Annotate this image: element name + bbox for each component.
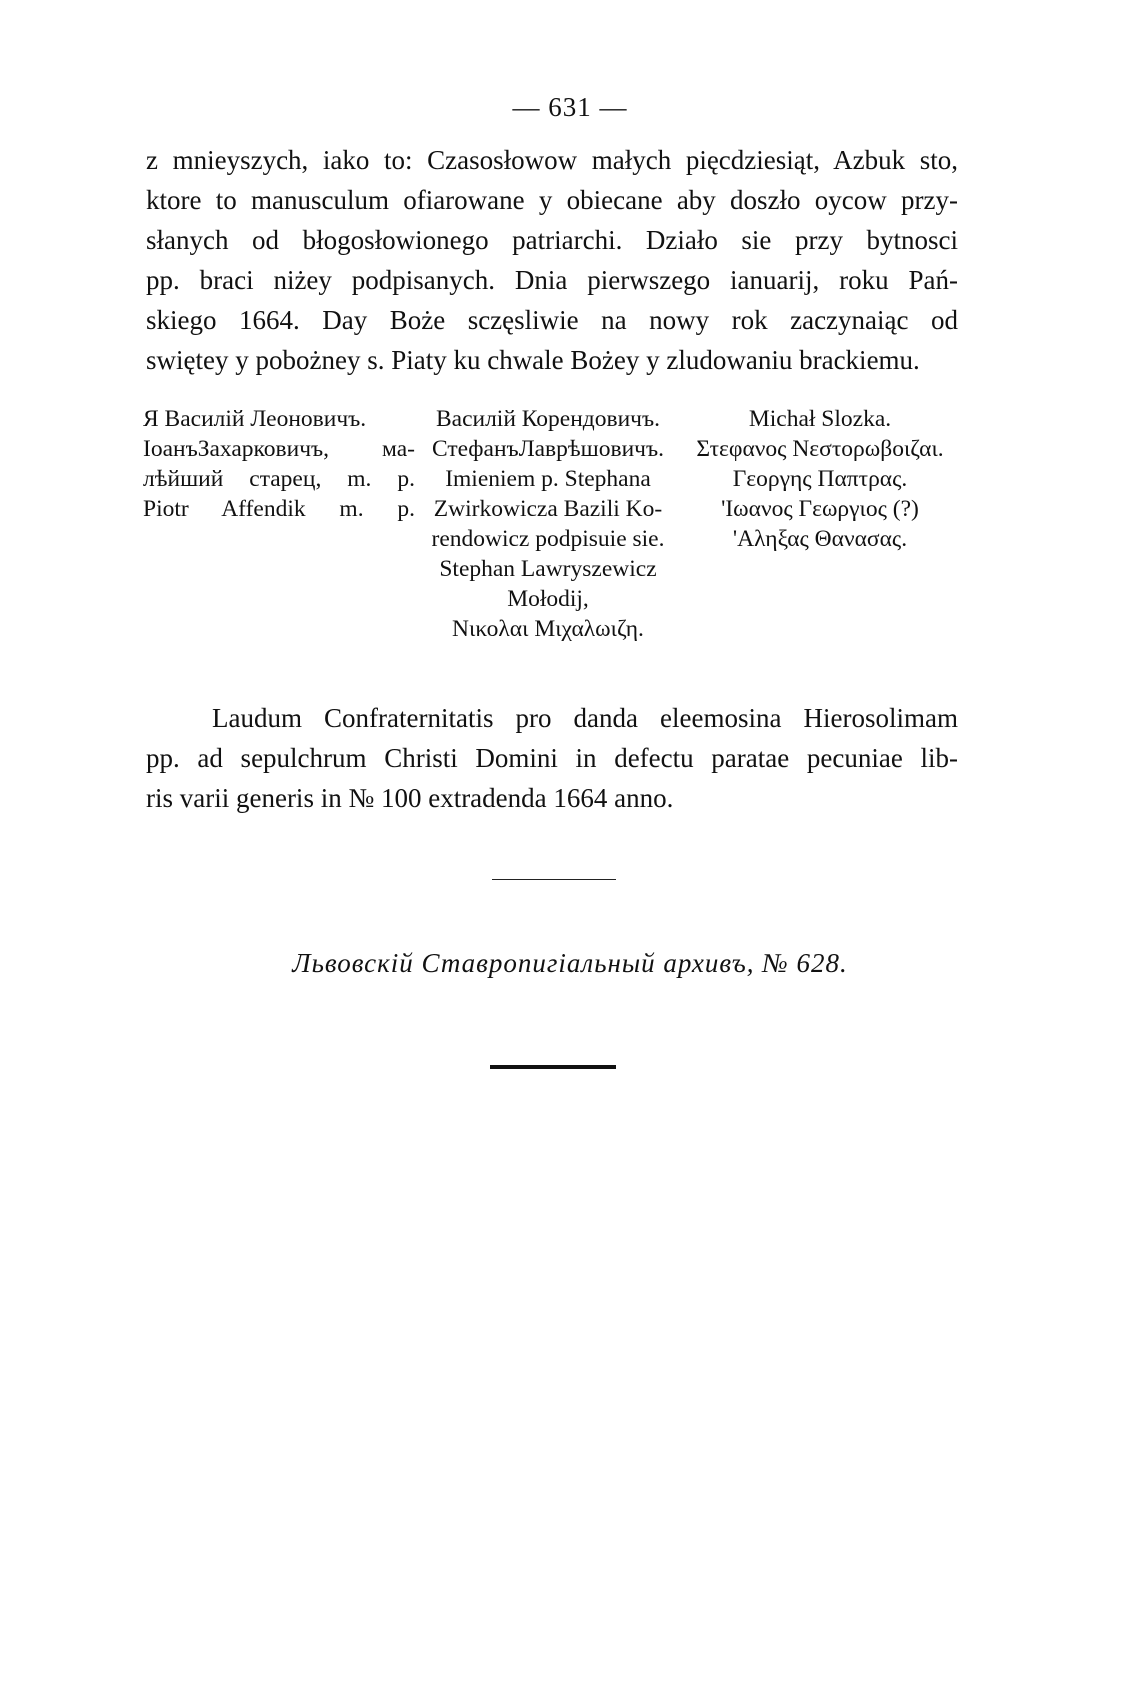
signature-line: Γεοργης Παπτρας. — [732, 466, 908, 492]
signature-line: Stephan Lawryszewicz — [439, 556, 657, 582]
signature-line: Zwirkowicza Bazili Ko- — [433, 496, 663, 522]
end-rule — [490, 1065, 616, 1069]
signature-line: Στεφανος Νεστορωβοιζαι. — [696, 436, 944, 462]
source-citation: Львовскій Ставропигіальный архивъ, № 628. — [292, 948, 848, 978]
page-number: — 631 — — [512, 92, 628, 122]
signature-line: лѣйший старец, m. p. — [143, 466, 415, 492]
signatures-left-column — [143, 404, 415, 524]
body-paragraph — [146, 140, 958, 380]
signature-line: Michał Slozka. — [748, 406, 892, 432]
signature-line: СтефанъЛаврѣшовичъ. — [431, 436, 665, 462]
signature-line: Василій Корендовичъ. — [435, 406, 661, 432]
body-line: z mnieyszych, iako to: Czasosłowow małych pięcdziesiąt, Azbuk sto, — [146, 145, 958, 175]
signature-line: Я Василій Леоновичъ. — [143, 406, 367, 432]
signature-line: Piotr Affendik m. p. — [143, 496, 415, 522]
body-line: słanych od błogosłowionego patriarchi. Działo sie przy bytnosci — [146, 225, 958, 255]
signatures-middle-column — [404, 404, 692, 644]
laudum-paragraph — [146, 698, 958, 818]
body-line: swiętey y pobożney s. Piaty ku chwale Bożey y zludowaniu brackiemu. — [146, 345, 920, 375]
signature-line: 'Ιωανος Γεωργιος (?) — [721, 496, 919, 522]
laudum-line: pp. ad sepulchrum Christi Domini in defectu paratae pecuniae lib- — [146, 743, 958, 773]
signature-line: rendowicz podpisuie sie. — [431, 526, 665, 552]
signatures-right-column — [680, 404, 960, 554]
body-line: ktore to manusculum ofiarowane y obiecane aby doszło oycow przy- — [146, 185, 958, 215]
body-line: pp. braci niżey podpisanych. Dnia pierwszego ianuarij, roku Pań- — [146, 265, 958, 295]
signature-line: Νικολαι Μιχαλωιζη. — [452, 616, 644, 642]
divider-rule — [492, 879, 616, 880]
body-line: skiego 1664. Day Boże sczęsliwie na nowy rok zaczynaiąc od — [146, 305, 958, 335]
signature-line: Imieniem p. Stephana — [445, 466, 651, 492]
signature-line: Mołodij, — [507, 586, 589, 612]
signature-line: 'Αληξας Θανασας. — [732, 526, 908, 552]
laudum-line: Laudum Confraternitatis pro danda eleemosina Hierosolimam — [212, 703, 958, 733]
laudum-line: ris varii generis in № 100 extradenda 1664 anno. — [146, 783, 674, 813]
signature-line: ІоанъЗахарковичъ, ма- — [143, 436, 415, 462]
